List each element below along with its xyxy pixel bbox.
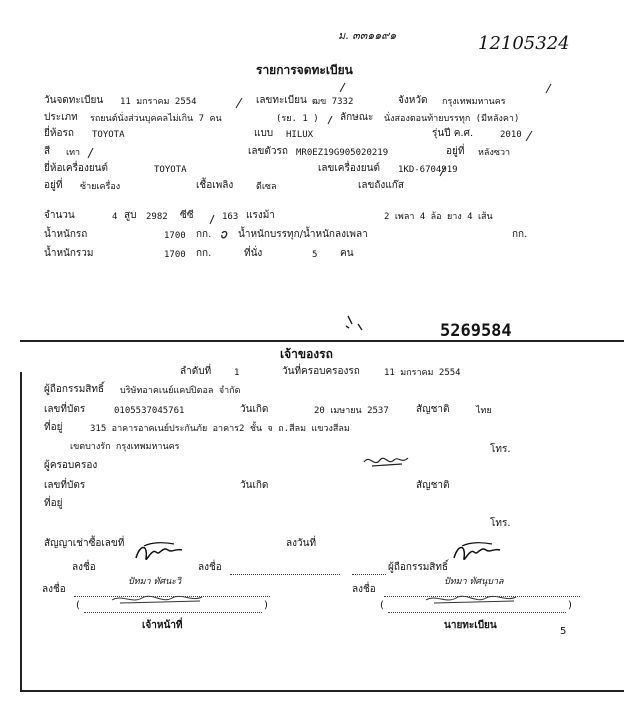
type-label: ประเภท <box>44 112 78 123</box>
sign-label-mid: ลงชื่อ <box>198 562 222 573</box>
sign-label-left-2: ลงชื่อ <box>42 584 66 595</box>
paren-line-left <box>84 612 262 613</box>
holder-dob-label: วันเกิด <box>240 480 269 491</box>
bottom-rule <box>20 690 624 692</box>
holder-id-label: เลขที่บัตร <box>44 480 86 491</box>
owner-address-line-1: 315 อาคารอาคเนย์ประกันภัย อาคาร2 ชั้น จ ถ.สีลม แขวงสีลม <box>90 424 350 434</box>
vehicle-character: นั่งสองตอนท้ายบรรทุก (มีหลังคา) <box>384 114 520 124</box>
cc-unit: ซีซี <box>180 210 194 221</box>
contract-label: สัญญาเช่าซื้อเลขที่ <box>44 538 125 549</box>
vehicle-type-code: (รย. 1 ) <box>276 114 319 124</box>
engine-brand-label: ยี่ห้อเครื่องยนต์ <box>44 163 109 174</box>
paren-close-left: ) <box>264 600 268 611</box>
sign-line-mid <box>230 574 340 575</box>
horsepower: 163 <box>222 212 239 222</box>
hp-unit: แรงม้า <box>246 210 275 221</box>
load-weight-label: น้ำหนักบรรทุก/น้ำหนักลงเพลา <box>238 229 368 240</box>
gas-tank-label: เลขถังแก๊ส <box>358 180 404 191</box>
reg-date-label: วันจดทะเบียน <box>44 95 104 106</box>
brand: TOYOTA <box>92 130 125 140</box>
engine-cc: 2982 <box>146 212 168 222</box>
page-number: 5 <box>560 626 567 637</box>
owner-sign-label: ผู้ถือกรรมสิทธิ์ <box>388 562 449 573</box>
color-label: สี <box>44 146 51 157</box>
province: กรุงเทพมหานคร <box>442 97 506 107</box>
scribble-mark <box>362 452 422 472</box>
cylinder-unit: สูบ <box>124 210 137 221</box>
order-number: 1 <box>234 368 240 378</box>
engine-number: 1KD-6704919 <box>398 165 458 175</box>
reference-number: 12105324 <box>478 33 570 54</box>
chassis-location: หลังซวา <box>478 148 511 158</box>
paren-open-left: ( <box>76 600 80 611</box>
color: เทา <box>66 148 81 158</box>
engine-location-label: อยู่ที่ <box>44 180 63 191</box>
section-divider <box>20 340 624 342</box>
stamp-number: 5269584 <box>440 321 512 341</box>
order-label: ลำดับที่ <box>180 366 212 377</box>
total-weight-unit: กก. <box>196 248 212 259</box>
owner-id-number: 0105537045761 <box>114 406 185 416</box>
engine-no-label: เลขเครื่องยนต์ <box>318 163 380 174</box>
fuel-label: เชื้อเพลิง <box>196 180 234 191</box>
owner-id-label: เลขที่บัตร <box>44 404 86 415</box>
reg-date: 11 มกราคม 2554 <box>120 97 197 107</box>
model-label: แบบ <box>254 128 274 139</box>
left-signature <box>130 538 190 566</box>
owner-sign-line <box>352 574 386 575</box>
owner-address-label: ที่อยู่ <box>44 422 63 433</box>
owner-address-line-2: เขตบางรัก กรุงเทพมหานคร <box>70 442 180 452</box>
engine-brand: TOYOTA <box>154 165 187 175</box>
holder-phone-label: โทร. <box>490 518 511 529</box>
handwritten-note: ม. ๓๓๑๑๙๑ <box>338 29 397 42</box>
holder-nationality-label: สัญชาติ <box>416 480 450 491</box>
seats-label: ที่นั่ง <box>244 248 263 259</box>
load-weight-unit: กก. <box>512 229 528 240</box>
sign-label-right-2: ลงชื่อ <box>352 584 376 595</box>
fuel: ดีเซล <box>256 182 277 192</box>
paren-line-right <box>388 612 566 613</box>
reg-no: ฒข 7332 <box>312 97 354 107</box>
paren-open-right: ( <box>380 600 384 611</box>
holder-label: ผู้ครอบครอง <box>44 460 98 471</box>
chassis-number: MR0EZ19G905020219 <box>296 148 389 158</box>
registrar-label: นายทะเบียน <box>444 620 497 631</box>
owner-nationality-label: สัญชาติ <box>416 404 450 415</box>
seats: 5 <box>312 250 318 260</box>
seats-unit: คน <box>340 248 354 259</box>
right-scratched-name <box>424 592 534 606</box>
vehicle-type: รถยนต์นั่งส่วนบุคคลไม่เกิน 7 คน <box>90 114 222 124</box>
owner-dob: 20 เมษายน 2537 <box>314 406 389 416</box>
reg-no-label: เลขทะเบียน <box>256 95 307 106</box>
chassis-location-label: อยู่ที่ <box>446 146 465 157</box>
right-handwritten-name: ปัทมา ทัศนุบาล <box>444 577 504 587</box>
total-weight-label: น้ำหนักรวม <box>44 248 94 259</box>
model-year: 2010 <box>500 130 522 140</box>
right-signature <box>448 538 508 566</box>
model: HILUX <box>286 130 314 140</box>
total-weight: 1700 <box>164 250 186 260</box>
left-handwritten-name: ปัทมา ทัศนะวิ <box>128 577 182 587</box>
owner-dob-label: วันเกิด <box>240 404 269 415</box>
owner-nationality: ไทย <box>476 406 492 416</box>
officer-label: เจ้าหน้าที่ <box>142 620 183 631</box>
weight-label: น้ำหนักรถ <box>44 229 88 240</box>
page-title: รายการจดทะเบียน <box>256 63 353 77</box>
possession-date: 11 มกราคม 2554 <box>384 368 461 378</box>
possession-date-label: วันที่ครอบครองรถ <box>282 366 360 377</box>
weight-unit: กก. <box>196 229 212 240</box>
scan-tick-marks <box>0 0 640 300</box>
holder-address-label: ที่อยู่ <box>44 498 63 509</box>
province-label: จังหวัด <box>398 95 428 106</box>
cylinders: 4 <box>112 212 118 222</box>
owner-section-title: เจ้าของรถ <box>280 347 333 361</box>
vehicle-weight: 1700 <box>164 231 186 241</box>
owner-phone-label: โทร. <box>490 444 511 455</box>
chassis-label: เลขตัวรถ <box>248 146 288 157</box>
axles-wheels-tires: 2 เพลา 4 ล้อ ยาง 4 เส้น <box>384 212 493 222</box>
owner-name: บริษัทอาคเนย์แคปปิตอล จำกัด <box>120 386 241 396</box>
paren-close-right: ) <box>568 600 572 611</box>
model-year-label: รุ่นปี ค.ศ. <box>432 128 474 139</box>
count-label: จำนวน <box>44 210 75 221</box>
character-label: ลักษณะ <box>340 112 374 123</box>
contract-date-label: ลงวันที่ <box>286 538 317 549</box>
left-scan-edge <box>20 372 22 692</box>
brand-label: ยี่ห้อรถ <box>44 128 74 139</box>
sign-label-left: ลงชื่อ <box>72 562 96 573</box>
owner-label: ผู้ถือกรรมสิทธิ์ <box>44 384 105 395</box>
left-scratched-name <box>110 592 220 606</box>
stray-ink-marks <box>340 312 380 342</box>
engine-location: ซ้ายเครื่อง <box>80 182 121 192</box>
